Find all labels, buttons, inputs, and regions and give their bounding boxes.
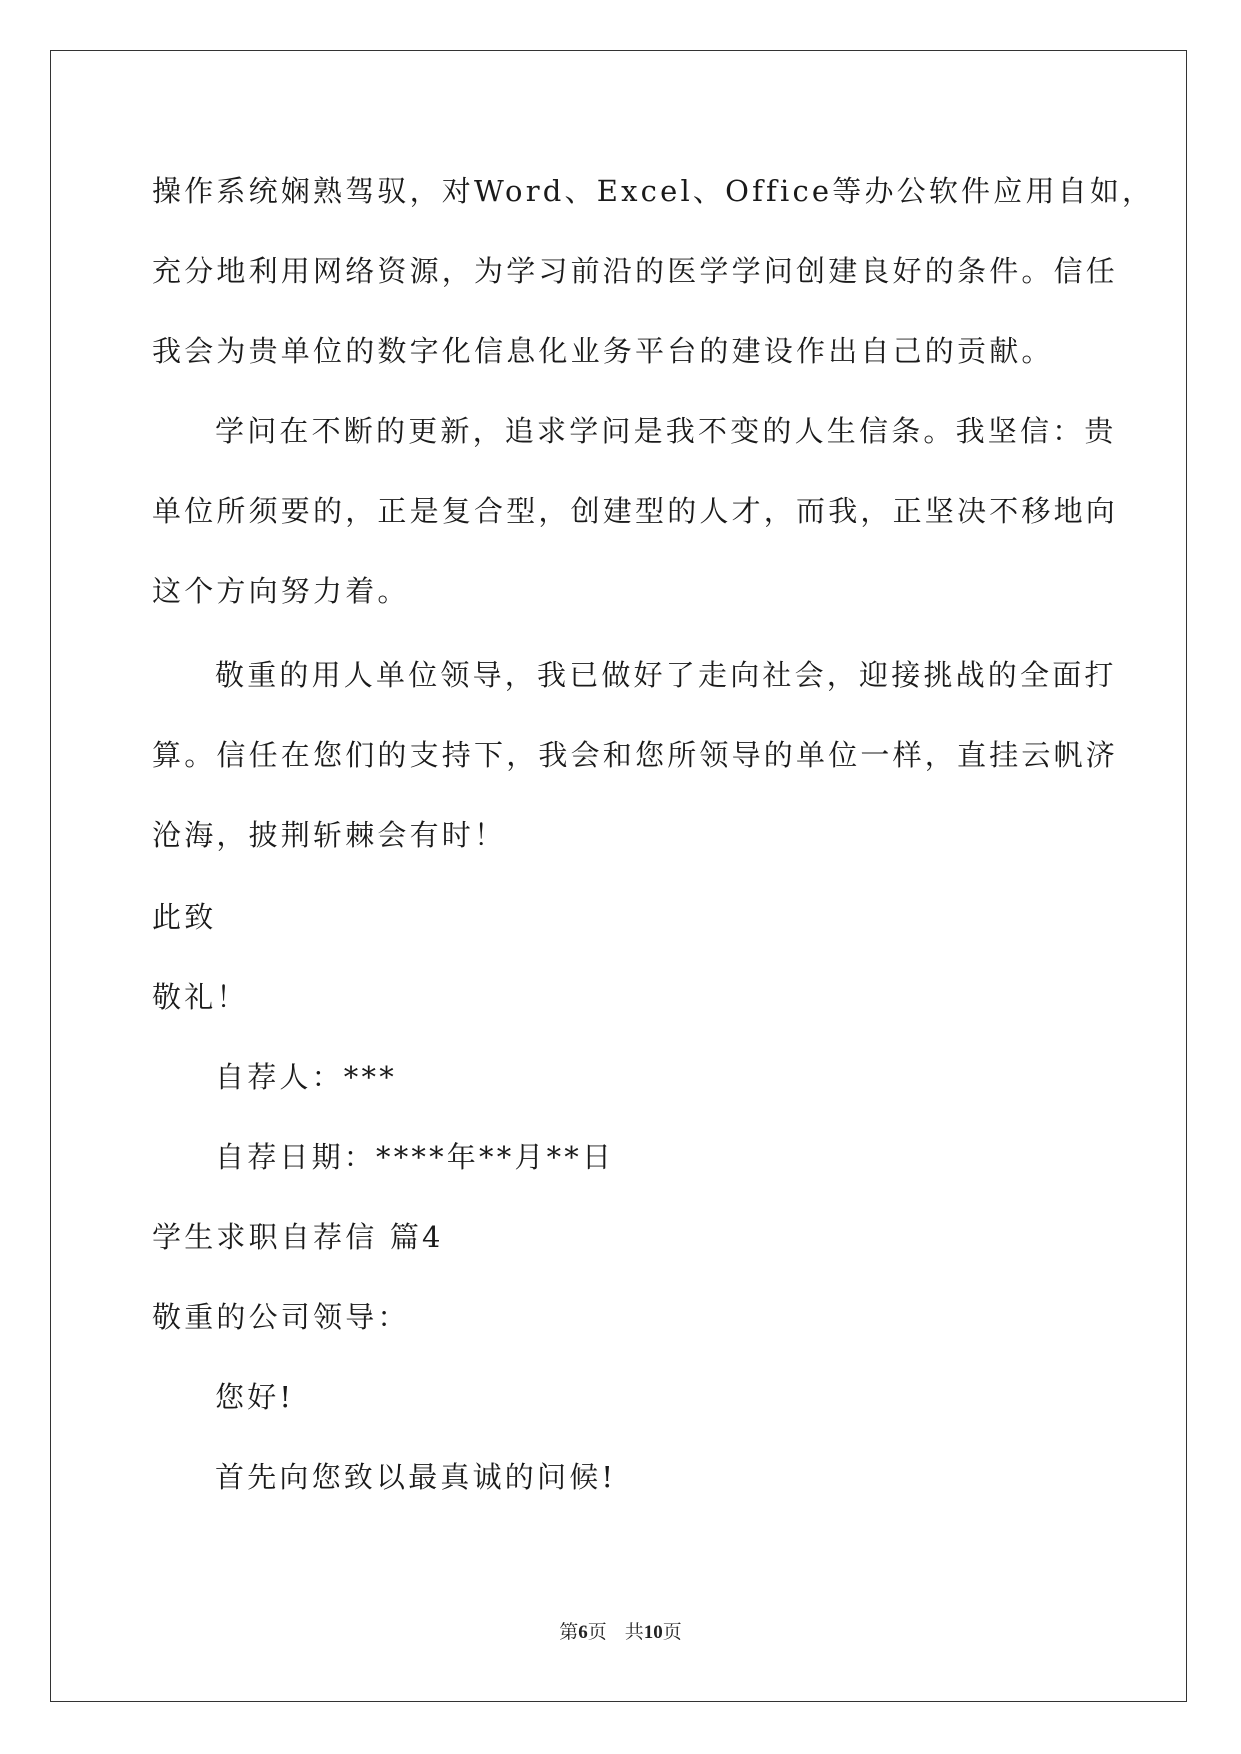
- body-line-7: 敬重的用人单位领导，我已做好了走向社会，迎接挑战的全面打: [215, 658, 1117, 692]
- section-heading: 学生求职自荐信 篇4: [152, 1220, 444, 1254]
- body-line-9: 沧海，披荆斩棘会有时！: [152, 818, 507, 852]
- body-line-6: 这个方向努力着。: [152, 574, 410, 608]
- footer-total-suffix: 页: [662, 1621, 682, 1643]
- letter-opening: 首先向您致以最真诚的问候!: [215, 1460, 617, 1494]
- letter-greeting: 敬重的公司领导：: [152, 1300, 410, 1334]
- signature-date: 自荐日期：****年**月**日: [215, 1140, 615, 1174]
- body-line-5: 单位所须要的，正是复合型，创建型的人才，而我，正坚决不移地向: [152, 494, 1119, 528]
- closing-regards: 敬礼！: [152, 980, 249, 1014]
- body-line-3: 我会为贵单位的数字化信息化业务平台的建设作出自己的贡献。: [152, 334, 1054, 368]
- page-footer: [0, 1620, 1241, 1645]
- signature-name: 自荐人：***: [215, 1060, 397, 1094]
- body-line-8: 算。信任在您们的支持下，我会和您所领导的单位一样，直挂云帆济: [152, 738, 1119, 772]
- footer-page-suffix: 页: [587, 1621, 607, 1643]
- closing-salutation: 此致: [152, 900, 217, 934]
- body-line-2: 充分地利用网络资源，为学习前沿的医学学问创建良好的条件。信任: [152, 254, 1119, 288]
- body-line-1: 操作系统娴熟驾驭，对Word、Excel、Office等办公软件应用自如，: [152, 174, 1155, 208]
- footer-page-prefix: 第: [559, 1621, 579, 1643]
- letter-hello: 您好!: [215, 1380, 295, 1414]
- body-line-4: 学问在不断的更新，追求学问是我不变的人生信条。我坚信：贵: [215, 414, 1117, 448]
- footer-total-prefix: 共: [624, 1621, 644, 1643]
- footer-total-pages: 10: [643, 1622, 663, 1643]
- footer-page-number: 6: [578, 1622, 588, 1643]
- page-frame: [50, 50, 1187, 1702]
